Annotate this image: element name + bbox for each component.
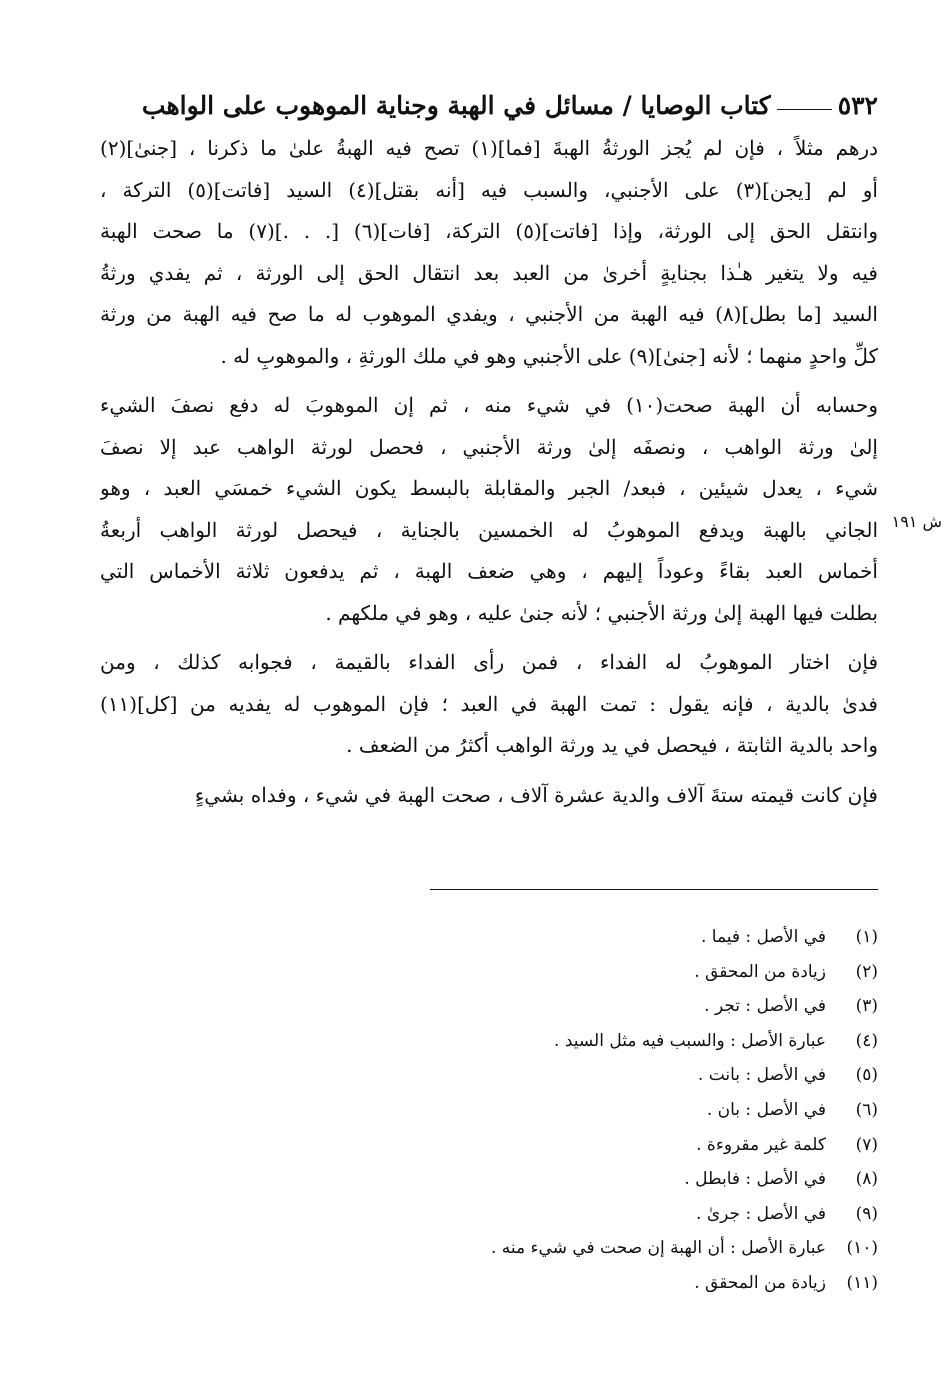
text-line: وحسابه أن الهبة صحت(١٠) في شيء منه ، ثم إن الموهوبَ له دفع نصفَ الشيء bbox=[100, 393, 878, 417]
footnote-text: في الأصل : جرىٰ . bbox=[696, 1203, 826, 1224]
footnote bbox=[300, 955, 878, 990]
footnote bbox=[300, 1266, 878, 1301]
running-header bbox=[100, 80, 878, 120]
footnote bbox=[300, 1162, 878, 1197]
header-rule bbox=[777, 109, 832, 110]
footnote bbox=[300, 1024, 878, 1059]
footnote-separator bbox=[430, 889, 878, 890]
footnote bbox=[300, 1197, 878, 1232]
footnote-text: في الأصل : بان . bbox=[706, 1099, 826, 1120]
margin-folio-note: ش ١٩١ bbox=[891, 512, 942, 531]
text-line: السيد [ما بطل](٨) فيه الهبة من الأجنبي ، ويفدي الموهوب له ما صح فيه الهبة من ورثة bbox=[100, 302, 878, 326]
text-line: أخماس العبد بقاءً وعوداً إليهم ، وهي ضعف الهبة ، ثم يدفعون ثلاثة الأخماس التي bbox=[100, 559, 878, 583]
footnote bbox=[300, 1093, 878, 1128]
footnote bbox=[300, 920, 878, 955]
text-line: شيء ، يعدل شيئين ، فبعد/ الجبر والمقابلة بالبسط يكون الشيء خمسَي العبد ، وهو bbox=[100, 476, 878, 500]
footnote-text: زيادة من المحقق . bbox=[694, 1272, 826, 1293]
footnote-number: (١) bbox=[855, 927, 878, 947]
footnote-number: (٢) bbox=[855, 961, 878, 982]
footnote bbox=[300, 1058, 878, 1093]
text-line: فإن اختار الموهوبُ له الفداء ، فمن رأى الفداء بالقيمة ، فجوابه كذلك ، ومن bbox=[100, 650, 878, 674]
footnote-number: (٥) bbox=[855, 1065, 878, 1086]
paragraph-1 bbox=[100, 128, 878, 377]
paragraph-4 bbox=[100, 775, 878, 817]
text-line: وانتقل الحق إلى الورثة، وإذا [فاتت](٥) التركة، [فات](٦) [. . .](٧) ما صحت الهبة bbox=[100, 219, 878, 243]
header-title: كتاب الوصايا / مسائل في الهبة وجناية الموهوب على الواهب bbox=[141, 91, 771, 120]
footnote-text: في الأصل : فيما . bbox=[700, 927, 826, 947]
footnote bbox=[300, 1128, 878, 1163]
footnote-text: في الأصل : بانت . bbox=[697, 1065, 826, 1086]
page-number: ٥٣٢ bbox=[837, 91, 878, 120]
text-line: إلىٰ ورثة الواهب ، ونصفَه إلىٰ ورثة الأجنبي ، فحصل لورثة الواهب عبد إلا نصفَ bbox=[100, 434, 878, 459]
footnote-number: (٧) bbox=[855, 1134, 878, 1155]
main-text bbox=[100, 128, 878, 816]
text-line: واحد بالدية الثابتة ، فيحصل في يد ورثة الواهب أكثرُ من الضعف . bbox=[346, 733, 878, 757]
footnote-text: عبارة الأصل : أن الهبة إن صحت في شيء منه . bbox=[490, 1238, 826, 1259]
text-line: بطلت فيها الهبة إلىٰ ورثة الأجنبي ؛ لأنه جنىٰ عليه ، وهو في ملكهم . bbox=[325, 600, 878, 625]
text-line: فدىٰ بالدية ، فإنه يقول : تمت الهبة في العبد ؛ فإن الموهوب له يفديه من [كل](١١) bbox=[100, 691, 878, 716]
footnote bbox=[300, 1231, 878, 1266]
text-line: فإن كانت قيمته ستةَ آلاف والدية عشرة آلاف ، صحت الهبة في شيء ، وفداه بشيءٍ bbox=[194, 782, 878, 807]
paragraph-3 bbox=[100, 642, 878, 767]
footnote bbox=[300, 989, 878, 1024]
footnote-text: عبارة الأصل : والسبب فيه مثل السيد . bbox=[554, 1030, 826, 1051]
footnote-number: (١٠) bbox=[846, 1238, 878, 1259]
text-line: أو لم [يجن](٣) على الأجنبي، والسبب فيه [أنه بقتل](٤) السيد [فاتت](٥) التركة ، bbox=[100, 177, 878, 202]
footnote-number: (٦) bbox=[855, 1099, 878, 1120]
footnote-number: (١١) bbox=[846, 1272, 878, 1293]
footnote-text: كلمة غير مقروءة . bbox=[696, 1134, 826, 1155]
footnotes bbox=[300, 920, 878, 1301]
footnote-text: في الأصل : فابطل . bbox=[684, 1169, 826, 1190]
footnote-text: في الأصل : تجر . bbox=[704, 996, 826, 1017]
text-line: فيه ولا يتغير هـٰذا بجنايةٍ أخرىٰ من العبد بعد انتقال الحق إلى الورثة ، ثم يفدي ورثةُ bbox=[100, 260, 878, 285]
footnote-number: (٣) bbox=[855, 996, 878, 1017]
footnote-number: (٨) bbox=[855, 1169, 878, 1190]
footnote-number: (٤) bbox=[855, 1030, 878, 1051]
text-line: الجاني بالهبة ويدفع الموهوبُ له الخمسين بالجناية ، فيحصل لورثة الواهب أربعةُ bbox=[100, 517, 878, 542]
footnote-number: (٩) bbox=[855, 1203, 878, 1224]
text-line: كلِّ واحدٍ منهما ؛ لأنه [جنىٰ](٩) على الأجنبي وهو في ملك الورثةِ ، والموهوبِ له . bbox=[220, 343, 878, 368]
text-line: درهم مثلاً ، فإن لم يُجز الورثةُ الهبةَ [فما](١) تصح فيه الهبةُ علىٰ ما ذكرنا ، [جنىٰ](٢) bbox=[100, 136, 878, 160]
footnote-text: زيادة من المحقق . bbox=[694, 961, 826, 982]
paragraph-2 bbox=[100, 385, 878, 634]
